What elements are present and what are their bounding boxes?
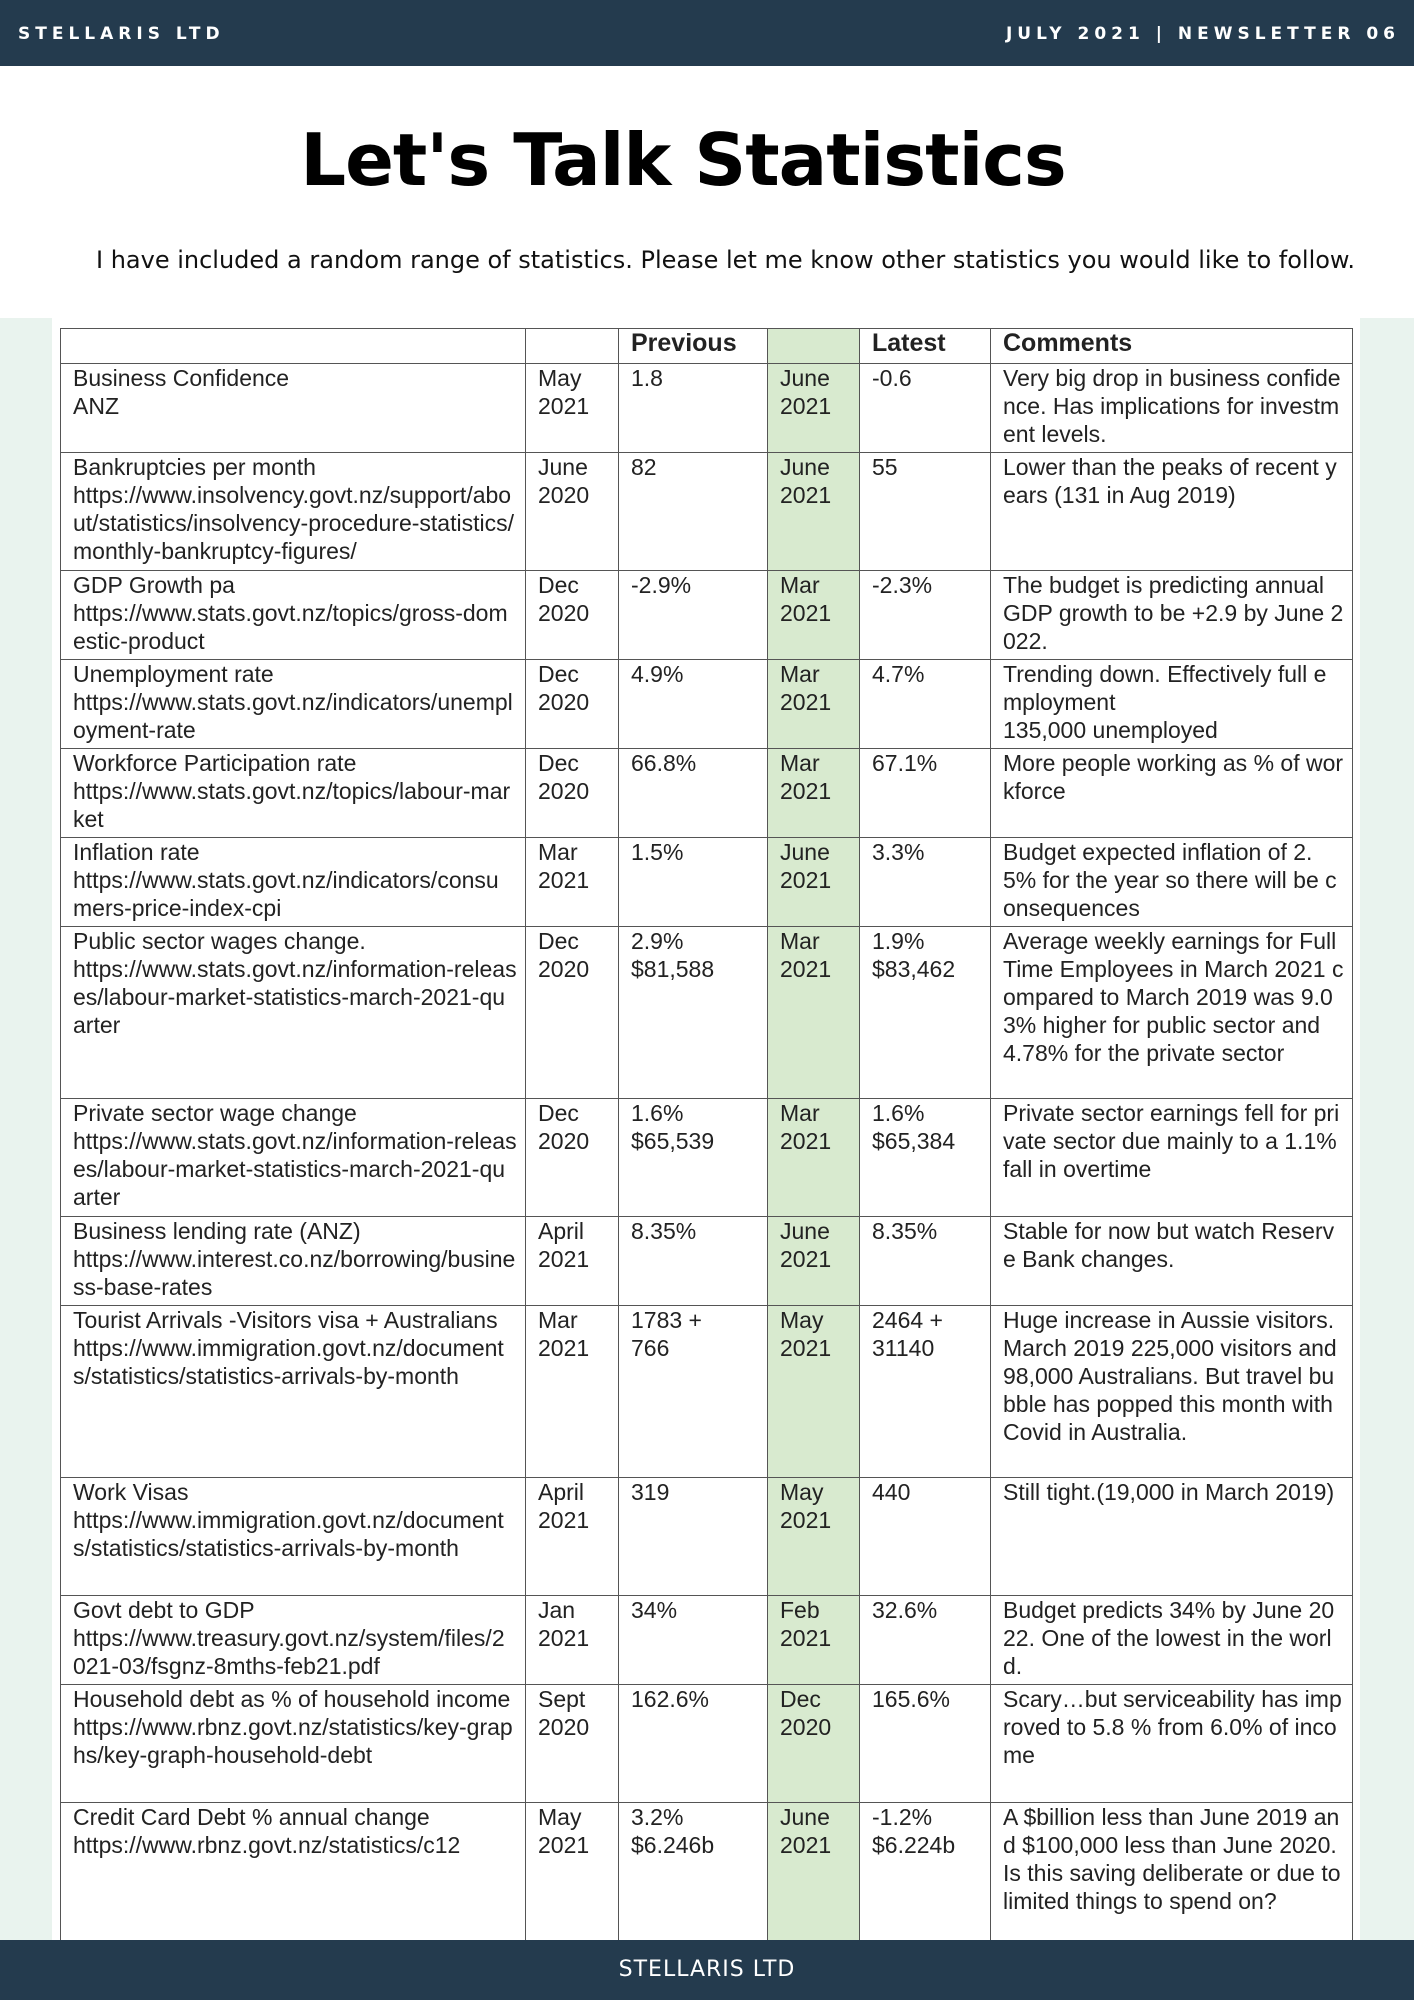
comment-cell <box>991 1596 1353 1685</box>
latest-date-cell-text: May 2021 <box>780 1307 832 1361</box>
latest-date-cell-text: Dec 2020 <box>780 1686 832 1740</box>
previous-value-cell <box>619 364 768 453</box>
latest-value-cell-text: 3.3% <box>872 839 925 865</box>
statistic-cell-text: Credit Card Debt % annual change https://www.rbnz.govt.nz/statistics/c12 <box>73 1804 461 1858</box>
previous-value-cell-text: 319 <box>631 1479 670 1505</box>
previous-value-cell <box>619 1478 768 1596</box>
comment-cell-text: Huge increase in Aussie visitors. March 2019 225,000 visitors and 98,000 Australians. But travel bubble has popped this month with Covid in Australia. <box>1003 1307 1337 1445</box>
previous-date-cell-text: Dec 2020 <box>538 1100 590 1154</box>
header-cell-latest-date <box>768 329 860 364</box>
previous-value-cell-text: 162.6% <box>631 1686 710 1712</box>
latest-date-cell-text: May 2021 <box>780 1479 832 1533</box>
latest-value-cell <box>860 364 991 453</box>
statistic-cell <box>61 660 526 749</box>
table-row <box>61 1099 1353 1217</box>
previous-value-cell-text: 2.9% $81,588 <box>631 928 715 982</box>
previous-date-cell <box>526 1803 619 1950</box>
previous-value-cell-text: 8.35% <box>631 1218 697 1244</box>
previous-value-cell <box>619 571 768 660</box>
previous-value-cell <box>619 1685 768 1803</box>
latest-value-cell <box>860 927 991 1099</box>
header-cell-previous: Previous <box>619 329 768 364</box>
comment-cell-text: More people working as % of workforce <box>1003 750 1344 804</box>
statistic-cell-text: Unemployment rate https://www.stats.govt.nz/indicators/unemployment-rate <box>73 661 513 743</box>
statistic-cell <box>61 1217 526 1306</box>
table-row <box>61 571 1353 660</box>
table-row <box>61 927 1353 1099</box>
table-row <box>61 1803 1353 1950</box>
latest-value-cell <box>860 1099 991 1217</box>
previous-date-cell-text: April 2021 <box>538 1218 590 1272</box>
latest-value-cell <box>860 1596 991 1685</box>
previous-value-cell-text: 82 <box>631 454 657 480</box>
latest-date-cell <box>768 571 860 660</box>
latest-date-cell <box>768 453 860 571</box>
previous-value-cell-text: 1.6% $65,539 <box>631 1100 715 1154</box>
statistic-cell-text: Business lending rate (ANZ) https://www.interest.co.nz/borrowing/business-base-rates <box>73 1218 516 1300</box>
previous-value-cell <box>619 660 768 749</box>
statistic-cell <box>61 1099 526 1217</box>
previous-date-cell <box>526 1478 619 1596</box>
latest-value-cell <box>860 1803 991 1950</box>
previous-date-cell <box>526 927 619 1099</box>
statistic-cell-text: Business Confidence ANZ <box>73 365 290 419</box>
latest-date-cell-text: Mar 2021 <box>780 928 832 982</box>
latest-value-cell-text: 67.1% <box>872 750 938 776</box>
latest-value-cell-text: -2.3% <box>872 572 933 598</box>
header-cell-statistic <box>61 329 526 364</box>
statistic-cell-text: GDP Growth pa https://www.stats.govt.nz/topics/gross-domestic-product <box>73 572 508 654</box>
latest-value-cell-text: -1.2% $6.224b <box>872 1804 956 1858</box>
comment-cell <box>991 660 1353 749</box>
latest-value-cell <box>860 660 991 749</box>
header-cell-latest: Latest <box>860 329 991 364</box>
previous-value-cell-text: 1.5% <box>631 839 684 865</box>
table-row <box>61 453 1353 571</box>
latest-date-cell <box>768 1217 860 1306</box>
statistic-cell-text: Workforce Participation rate https://www.stats.govt.nz/topics/labour-market <box>73 750 511 832</box>
previous-value-cell <box>619 1217 768 1306</box>
previous-date-cell <box>526 660 619 749</box>
previous-value-cell-text: 4.9% <box>631 661 684 687</box>
statistic-cell <box>61 1803 526 1950</box>
previous-date-cell-text: Mar 2021 <box>538 1307 590 1361</box>
comment-cell-text: Still tight.(19,000 in March 2019) <box>1003 1479 1335 1505</box>
previous-date-cell <box>526 364 619 453</box>
latest-date-cell <box>768 660 860 749</box>
page-title: Let's Talk Statistics <box>300 118 1066 202</box>
latest-date-cell <box>768 1099 860 1217</box>
previous-date-cell-text: May 2021 <box>538 365 590 419</box>
latest-value-cell-text: 8.35% <box>872 1218 938 1244</box>
comment-cell-text: Scary…but serviceability has improved to 5.8 % from 6.0% of income <box>1003 1686 1342 1768</box>
latest-date-cell-text: June 2021 <box>780 365 832 419</box>
latest-date-cell-text: Mar 2021 <box>780 572 832 626</box>
statistic-cell-text: Household debt as % of household income https://www.rbnz.govt.nz/statistics/key-graphs/key-graph-household-debt <box>73 1686 513 1768</box>
latest-date-cell-text: June 2021 <box>780 454 832 508</box>
latest-value-cell-text: 165.6% <box>872 1686 951 1712</box>
previous-date-cell-text: Dec 2020 <box>538 750 590 804</box>
previous-date-cell-text: Mar 2021 <box>538 839 590 893</box>
previous-value-cell <box>619 1306 768 1478</box>
latest-value-cell-text: 32.6% <box>872 1597 938 1623</box>
previous-date-cell-text: Dec 2020 <box>538 572 590 626</box>
statistic-cell <box>61 838 526 927</box>
comment-cell <box>991 571 1353 660</box>
previous-value-cell-text: 3.2% $6.246b <box>631 1804 715 1858</box>
comment-cell-text: Stable for now but watch Reserve Bank changes. <box>1003 1218 1335 1272</box>
statistic-cell-text: Govt debt to GDP https://www.treasury.govt.nz/system/files/2021-03/fsgnz-8mths-feb21.pdf <box>73 1597 505 1679</box>
latest-date-cell <box>768 1306 860 1478</box>
comment-cell-text: Lower than the peaks of recent years (131 in Aug 2019) <box>1003 454 1337 508</box>
statistic-cell-text: Bankruptcies per month https://www.insolvency.govt.nz/support/about/statistics/insolvency-procedure-statistics/monthly-bankruptcy-figures/ <box>73 454 514 564</box>
previous-date-cell-text: Jan 2021 <box>538 1597 590 1651</box>
previous-date-cell <box>526 571 619 660</box>
header-cell-comments: Comments <box>991 329 1353 364</box>
latest-value-cell <box>860 1306 991 1478</box>
latest-date-cell <box>768 1596 860 1685</box>
latest-date-cell-text: June 2021 <box>780 1804 832 1858</box>
previous-date-cell <box>526 1596 619 1685</box>
footer-company: STELLARIS LTD <box>618 1957 796 1982</box>
statistic-cell <box>61 1306 526 1478</box>
statistic-cell <box>61 1478 526 1596</box>
latest-date-cell-text: Feb 2021 <box>780 1597 832 1651</box>
latest-value-cell <box>860 453 991 571</box>
comment-cell-text: Private sector earnings fell for private sector due mainly to a 1.1% fall in overtime <box>1003 1100 1340 1182</box>
comment-cell-text: Very big drop in business confidence. Has implications for investment levels. <box>1003 365 1341 447</box>
latest-date-cell-text: June 2021 <box>780 1218 832 1272</box>
latest-date-cell-text: Mar 2021 <box>780 750 832 804</box>
latest-value-cell <box>860 1478 991 1596</box>
previous-date-cell <box>526 838 619 927</box>
latest-date-cell-text: Mar 2021 <box>780 1100 832 1154</box>
comment-cell <box>991 1685 1353 1803</box>
comment-cell <box>991 1217 1353 1306</box>
latest-date-cell-text: Mar 2021 <box>780 661 832 715</box>
statistic-cell <box>61 364 526 453</box>
previous-date-cell-text: Dec 2020 <box>538 661 590 715</box>
comment-cell <box>991 1306 1353 1478</box>
previous-date-cell <box>526 1306 619 1478</box>
issue-label: JULY 2021 | NEWSLETTER 06 <box>1005 24 1400 44</box>
latest-value-cell-text: -0.6 <box>872 365 912 391</box>
latest-date-cell <box>768 838 860 927</box>
previous-value-cell-text: -2.9% <box>631 572 692 598</box>
previous-date-cell-text: Dec 2020 <box>538 928 590 982</box>
statistic-cell <box>61 1596 526 1685</box>
statistic-cell <box>61 571 526 660</box>
latest-date-cell <box>768 364 860 453</box>
previous-date-cell <box>526 749 619 838</box>
latest-value-cell <box>860 838 991 927</box>
latest-value-cell <box>860 571 991 660</box>
statistic-cell-text: Inflation rate https://www.stats.govt.nz/indicators/consumers-price-index-cpi <box>73 839 499 921</box>
statistic-cell <box>61 927 526 1099</box>
statistic-cell-text: Public sector wages change. https://www.stats.govt.nz/information-releases/labour-market-statistics-march-2021-quarter <box>73 928 517 1038</box>
comment-cell-text: The budget is predicting annual GDP growth to be +2.9 by June 2022. <box>1003 572 1344 654</box>
table-header-row <box>61 329 1353 364</box>
previous-value-cell <box>619 838 768 927</box>
table-row <box>61 1217 1353 1306</box>
previous-value-cell <box>619 927 768 1099</box>
comment-cell-text: Budget expected inflation of 2.5% for the year so there will be consequences <box>1003 839 1337 921</box>
comment-cell-text: A $billion less than June 2019 and $100,000 less than June 2020. Is this saving deliberate or due to limited things to spend on? <box>1003 1804 1341 1914</box>
latest-date-cell <box>768 927 860 1099</box>
table-row <box>61 1306 1353 1478</box>
latest-value-cell <box>860 749 991 838</box>
previous-value-cell <box>619 1099 768 1217</box>
comment-cell <box>991 1099 1353 1217</box>
comment-cell <box>991 1803 1353 1950</box>
table-row <box>61 1596 1353 1685</box>
table-row <box>61 838 1353 927</box>
company-name: STELLARIS LTD <box>18 24 225 44</box>
latest-date-cell <box>768 749 860 838</box>
comment-cell-text: Budget predicts 34% by June 2022. One of the lowest in the world. <box>1003 1597 1335 1679</box>
top-bar <box>0 0 1414 66</box>
latest-date-cell-text: June 2021 <box>780 839 832 893</box>
comment-cell <box>991 1478 1353 1596</box>
statistics-table <box>60 328 1353 1950</box>
statistic-cell-text: Work Visas https://www.immigration.govt.nz/documents/statistics/statistics-arrivals-by-month <box>73 1479 504 1561</box>
comment-cell <box>991 927 1353 1099</box>
previous-date-cell <box>526 1217 619 1306</box>
statistic-cell <box>61 453 526 571</box>
latest-value-cell <box>860 1685 991 1803</box>
table-row <box>61 749 1353 838</box>
statistic-cell-text: Private sector wage change https://www.stats.govt.nz/information-releases/labour-market-statistics-march-2021-quarter <box>73 1100 517 1210</box>
previous-value-cell <box>619 1596 768 1685</box>
comment-cell-text: Trending down. Effectively full employment 135,000 unemployed <box>1003 661 1327 743</box>
statistic-cell-text: Tourist Arrivals -Visitors visa + Australians https://www.immigration.govt.nz/documents/statistics/statistics-arrivals-by-month <box>73 1307 504 1389</box>
previous-value-cell <box>619 453 768 571</box>
intro-text: I have included a random range of statistics. Please let me know other statistics you would like to follow. <box>96 246 1355 274</box>
latest-value-cell-text: 2464 + 31140 <box>872 1307 943 1361</box>
previous-date-cell-text: April 2021 <box>538 1479 590 1533</box>
latest-value-cell-text: 55 <box>872 454 898 480</box>
latest-value-cell-text: 1.9% $83,462 <box>872 928 956 982</box>
comment-cell <box>991 453 1353 571</box>
previous-date-cell <box>526 453 619 571</box>
latest-date-cell <box>768 1685 860 1803</box>
latest-date-cell <box>768 1478 860 1596</box>
previous-date-cell-text: June 2020 <box>538 454 590 508</box>
latest-value-cell-text: 1.6% $65,384 <box>872 1100 956 1154</box>
header-cell-previous-date <box>526 329 619 364</box>
previous-date-cell-text: Sept 2020 <box>538 1686 590 1740</box>
statistic-cell <box>61 1685 526 1803</box>
table-row <box>61 1478 1353 1596</box>
footer-bar <box>0 1940 1414 2000</box>
previous-date-cell <box>526 1685 619 1803</box>
comment-cell <box>991 364 1353 453</box>
comment-cell-text: Average weekly earnings for Full Time Employees in March 2021 compared to March 2019 was 9.03% higher for public sector and 4.78% for the private sector <box>1003 928 1344 1066</box>
latest-value-cell <box>860 1217 991 1306</box>
previous-value-cell <box>619 1803 768 1950</box>
previous-value-cell-text: 66.8% <box>631 750 697 776</box>
previous-value-cell-text: 34% <box>631 1597 678 1623</box>
latest-value-cell-text: 4.7% <box>872 661 925 687</box>
table-row <box>61 1685 1353 1803</box>
previous-value-cell <box>619 749 768 838</box>
previous-date-cell-text: May 2021 <box>538 1804 590 1858</box>
previous-value-cell-text: 1783 + 766 <box>631 1307 702 1361</box>
previous-value-cell-text: 1.8 <box>631 365 663 391</box>
comment-cell <box>991 749 1353 838</box>
latest-date-cell <box>768 1803 860 1950</box>
comment-cell <box>991 838 1353 927</box>
statistic-cell <box>61 749 526 838</box>
table-row <box>61 364 1353 453</box>
table-row <box>61 660 1353 749</box>
latest-value-cell-text: 440 <box>872 1479 911 1505</box>
previous-date-cell <box>526 1099 619 1217</box>
